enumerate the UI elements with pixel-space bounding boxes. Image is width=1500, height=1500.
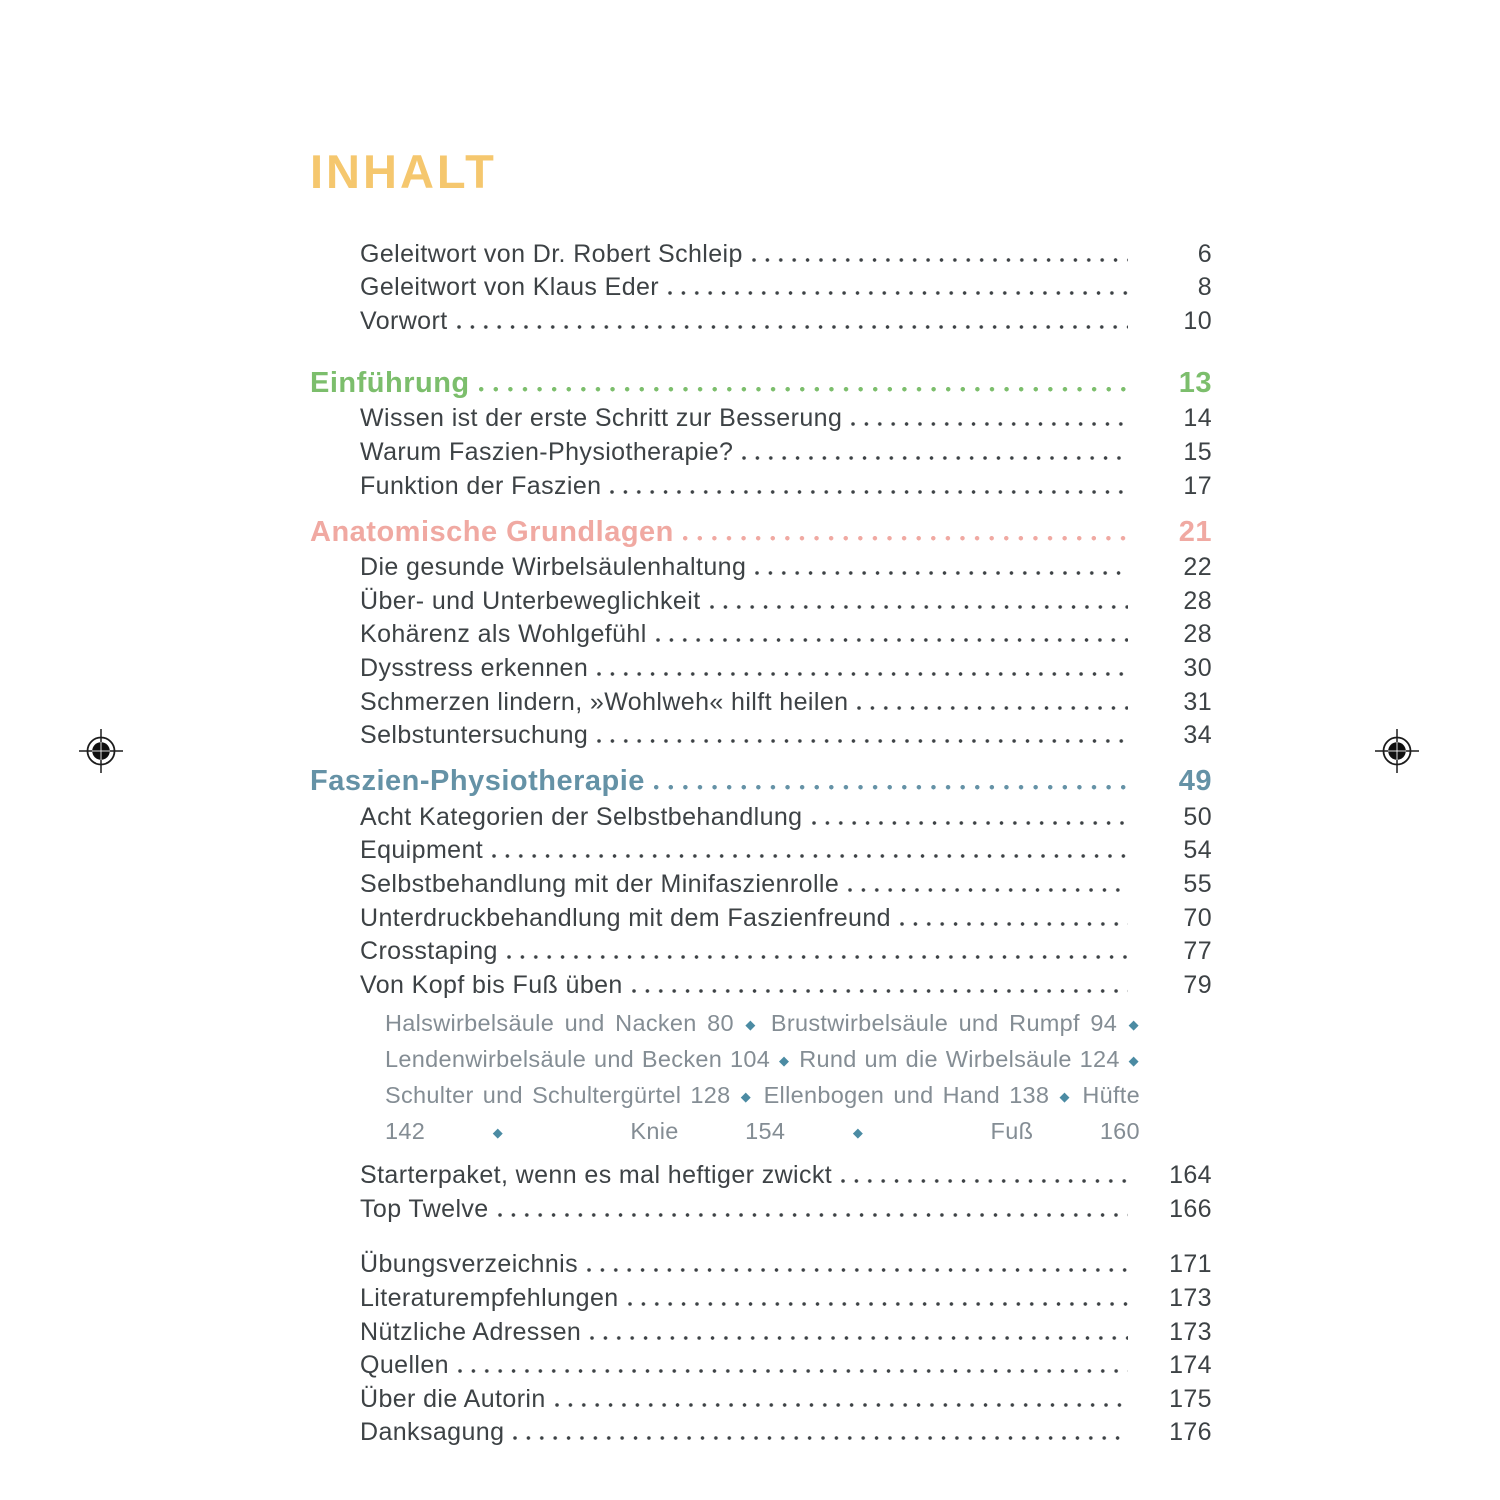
toc-entry-page: 17 <box>1183 471 1212 500</box>
toc-entry-label: Equipment <box>360 836 484 865</box>
bullet-separator-icon: ◆ <box>745 1016 760 1032</box>
toc-entry <box>310 1347 1212 1381</box>
toc-entry-page: 28 <box>1183 620 1212 649</box>
toc-entry <box>310 966 1212 1000</box>
toc-entry-label: Crosstaping <box>360 937 498 966</box>
toc-entry-label: Starterpaket, wenn es mal heftiger zwickt <box>360 1161 833 1190</box>
toc-entry-label: Von Kopf bis Fuß üben <box>360 970 623 999</box>
registration-mark-icon <box>1375 729 1419 773</box>
toc-entry <box>310 1157 1212 1191</box>
sub-entry: Halswirbelsäule und Nacken 80 <box>385 1009 734 1036</box>
toc-entry-page: 171 <box>1169 1250 1212 1279</box>
bullet-separator-icon: ◆ <box>740 1088 754 1104</box>
toc-entry-label: Übungsverzeichnis <box>360 1250 579 1279</box>
dot-leader <box>498 1202 1128 1224</box>
toc-section-anatomische-grundlagen <box>310 512 1212 549</box>
dot-leader <box>752 247 1128 269</box>
dot-leader <box>742 445 1128 467</box>
dot-leader <box>656 627 1128 649</box>
dot-leader <box>610 479 1128 501</box>
toc-entry-page: 28 <box>1183 586 1212 615</box>
toc-entry-page: 176 <box>1169 1418 1212 1447</box>
toc-entry <box>310 899 1212 933</box>
bullet-separator-icon: ◆ <box>1059 1088 1073 1104</box>
toc-entry <box>310 616 1212 650</box>
toc-entry <box>310 1380 1212 1414</box>
dot-leader <box>555 1392 1128 1414</box>
toc-section-faszien-physiotherapie <box>310 761 1212 798</box>
toc-entry-page: 174 <box>1169 1351 1212 1380</box>
toc-entry-label: Vorwort <box>360 306 448 335</box>
toc-entry <box>310 1313 1212 1347</box>
sub-entry: Ellenbogen und Hand 138 <box>763 1081 1050 1108</box>
dot-leader <box>812 810 1129 832</box>
dot-leader <box>507 944 1128 966</box>
toc-entry-page: 164 <box>1169 1161 1212 1190</box>
toc-entry <box>310 433 1212 467</box>
toc-entry-label: Selbstuntersuchung <box>360 721 589 750</box>
toc-entry <box>310 1279 1212 1313</box>
toc-back-matter <box>310 1246 1212 1448</box>
dot-leader <box>457 314 1128 336</box>
toc-entry-label: Quellen <box>360 1351 449 1380</box>
toc-entry-page: 173 <box>1169 1317 1212 1346</box>
sub-entry: Brustwirbelsäule und Rumpf 94 <box>770 1009 1118 1036</box>
toc-entry <box>310 235 1212 269</box>
toc-entry-page: 77 <box>1183 937 1212 966</box>
toc-entry-label: Kohärenz als Wohlgefühl <box>360 620 647 649</box>
toc-entry-label: Die gesunde Wirbelsäulenhaltung <box>360 553 747 582</box>
toc-entry <box>310 549 1212 583</box>
toc-entry <box>310 1414 1212 1448</box>
toc-entry <box>310 865 1212 899</box>
toc-entry-page: 14 <box>1183 404 1212 433</box>
toc-entry-label: Über die Autorin <box>360 1384 546 1413</box>
dot-leader <box>590 1325 1128 1347</box>
dot-leader <box>597 661 1128 683</box>
dot-leader <box>668 280 1128 302</box>
toc-section-title: Faszien-Physiotherapie <box>310 765 645 798</box>
toc-entry-page: 15 <box>1183 437 1212 466</box>
toc-entry <box>310 832 1212 866</box>
toc-entry <box>310 1190 1212 1224</box>
toc-entry <box>310 717 1212 751</box>
dot-leader <box>458 1358 1128 1380</box>
toc-entry-page: 55 <box>1183 869 1212 898</box>
toc-entry-label: Nützliche Adressen <box>360 1317 582 1346</box>
dot-leader <box>710 594 1128 616</box>
toc-entry-page: 34 <box>1183 721 1212 750</box>
dot-leader <box>654 776 1128 798</box>
table-of-contents <box>310 145 1212 1447</box>
toc-entry-label: Warum Faszien-Physiotherapie? <box>360 437 734 466</box>
sub-entry: Schulter und Schultergürtel 128 <box>385 1081 731 1108</box>
toc-entry-page: 173 <box>1169 1284 1212 1313</box>
toc-entry-page: 166 <box>1169 1194 1212 1223</box>
dot-leader <box>841 1168 1128 1190</box>
toc-entry-label: Schmerzen lindern, »Wohlweh« hilft heilen <box>360 687 849 716</box>
toc-entry-page: 31 <box>1183 687 1212 716</box>
dot-leader <box>587 1257 1128 1279</box>
toc-entry-label: Unterdruckbehandlung mit dem Faszienfreund <box>360 903 891 932</box>
toc-entry-page: 70 <box>1183 903 1212 932</box>
dot-leader <box>513 1425 1128 1447</box>
sub-entry: Knie 154 <box>630 1117 786 1144</box>
toc-entry-label: Dysstress erkennen <box>360 653 589 682</box>
toc-entry-label: Funktion der Faszien <box>360 471 602 500</box>
toc-entry-page: 8 <box>1197 273 1212 302</box>
toc-entry-page: 22 <box>1183 553 1212 582</box>
toc-section-title: Einführung <box>310 366 470 399</box>
toc-entry-label: Wissen ist der erste Schritt zur Besserung <box>360 404 843 433</box>
toc-entry <box>310 933 1212 967</box>
sub-entry: Rund um die Wirbelsäule 124 <box>799 1045 1120 1072</box>
dot-leader <box>597 728 1128 750</box>
toc-entry-label: Selbstbehandlung mit der Minifaszienrolle <box>360 869 840 898</box>
bullet-separator-icon: ◆ <box>852 1124 923 1140</box>
toc-entry <box>310 467 1212 501</box>
bullet-separator-icon: ◆ <box>1128 1052 1139 1068</box>
toc-entry-label: Top Twelve <box>360 1194 489 1223</box>
dot-leader <box>683 527 1128 549</box>
dot-leader <box>857 695 1128 717</box>
toc-entry-page: 30 <box>1183 653 1212 682</box>
registration-mark-icon <box>79 729 123 773</box>
toc-entry-page: 10 <box>1183 306 1212 335</box>
sub-entry: Fuß 160 <box>990 1117 1140 1144</box>
toc-entry <box>310 683 1212 717</box>
bullet-separator-icon: ◆ <box>492 1124 563 1140</box>
toc-entry-page: 50 <box>1183 802 1212 831</box>
toc-entry <box>310 400 1212 434</box>
toc-entry-page: 175 <box>1169 1384 1212 1413</box>
page-title: INHALT <box>310 145 497 198</box>
bullet-separator-icon: ◆ <box>778 1052 791 1068</box>
dot-leader <box>851 411 1128 433</box>
bullet-separator-icon: ◆ <box>1128 1016 1139 1032</box>
toc-entry <box>310 269 1212 303</box>
dot-leader <box>632 978 1128 1000</box>
dot-leader <box>492 843 1128 865</box>
toc-entry <box>310 1246 1212 1280</box>
toc-section-title: Anatomische Grundlagen <box>310 515 674 548</box>
toc-entry-label: Danksagung <box>360 1418 505 1447</box>
toc-entry-page: 54 <box>1183 836 1212 865</box>
toc-entry <box>310 582 1212 616</box>
sub-entry: Lendenwirbelsäule und Becken 104 <box>385 1045 771 1072</box>
toc-section-einfuehrung <box>310 363 1212 400</box>
dot-leader <box>479 378 1128 400</box>
dot-leader <box>755 560 1128 582</box>
dot-leader <box>900 911 1128 933</box>
toc-entry-label: Geleitwort von Klaus Eder <box>360 273 660 302</box>
toc-entry-label: Literaturempfehlungen <box>360 1284 619 1313</box>
toc-section-page: 49 <box>1178 765 1212 798</box>
toc-section-page: 21 <box>1178 515 1212 548</box>
toc-entry-label: Acht Kategorien der Selbstbehandlung <box>360 802 803 831</box>
toc-entry-label: Über- und Unterbeweglichkeit <box>360 586 701 615</box>
dot-leader <box>848 877 1128 899</box>
toc-entry-label: Geleitwort von Dr. Robert Schleip <box>360 239 743 268</box>
dot-leader <box>628 1291 1128 1313</box>
toc-entry <box>310 649 1212 683</box>
toc-entry <box>310 798 1212 832</box>
toc-entry-page: 79 <box>1183 970 1212 999</box>
toc-entry-page: 6 <box>1197 239 1212 268</box>
sub-entry: Hüfte 142 <box>385 1081 1140 1144</box>
toc-section-page: 13 <box>1178 366 1212 399</box>
toc-entry <box>310 302 1212 336</box>
toc-sub-entries <box>310 1006 1140 1150</box>
